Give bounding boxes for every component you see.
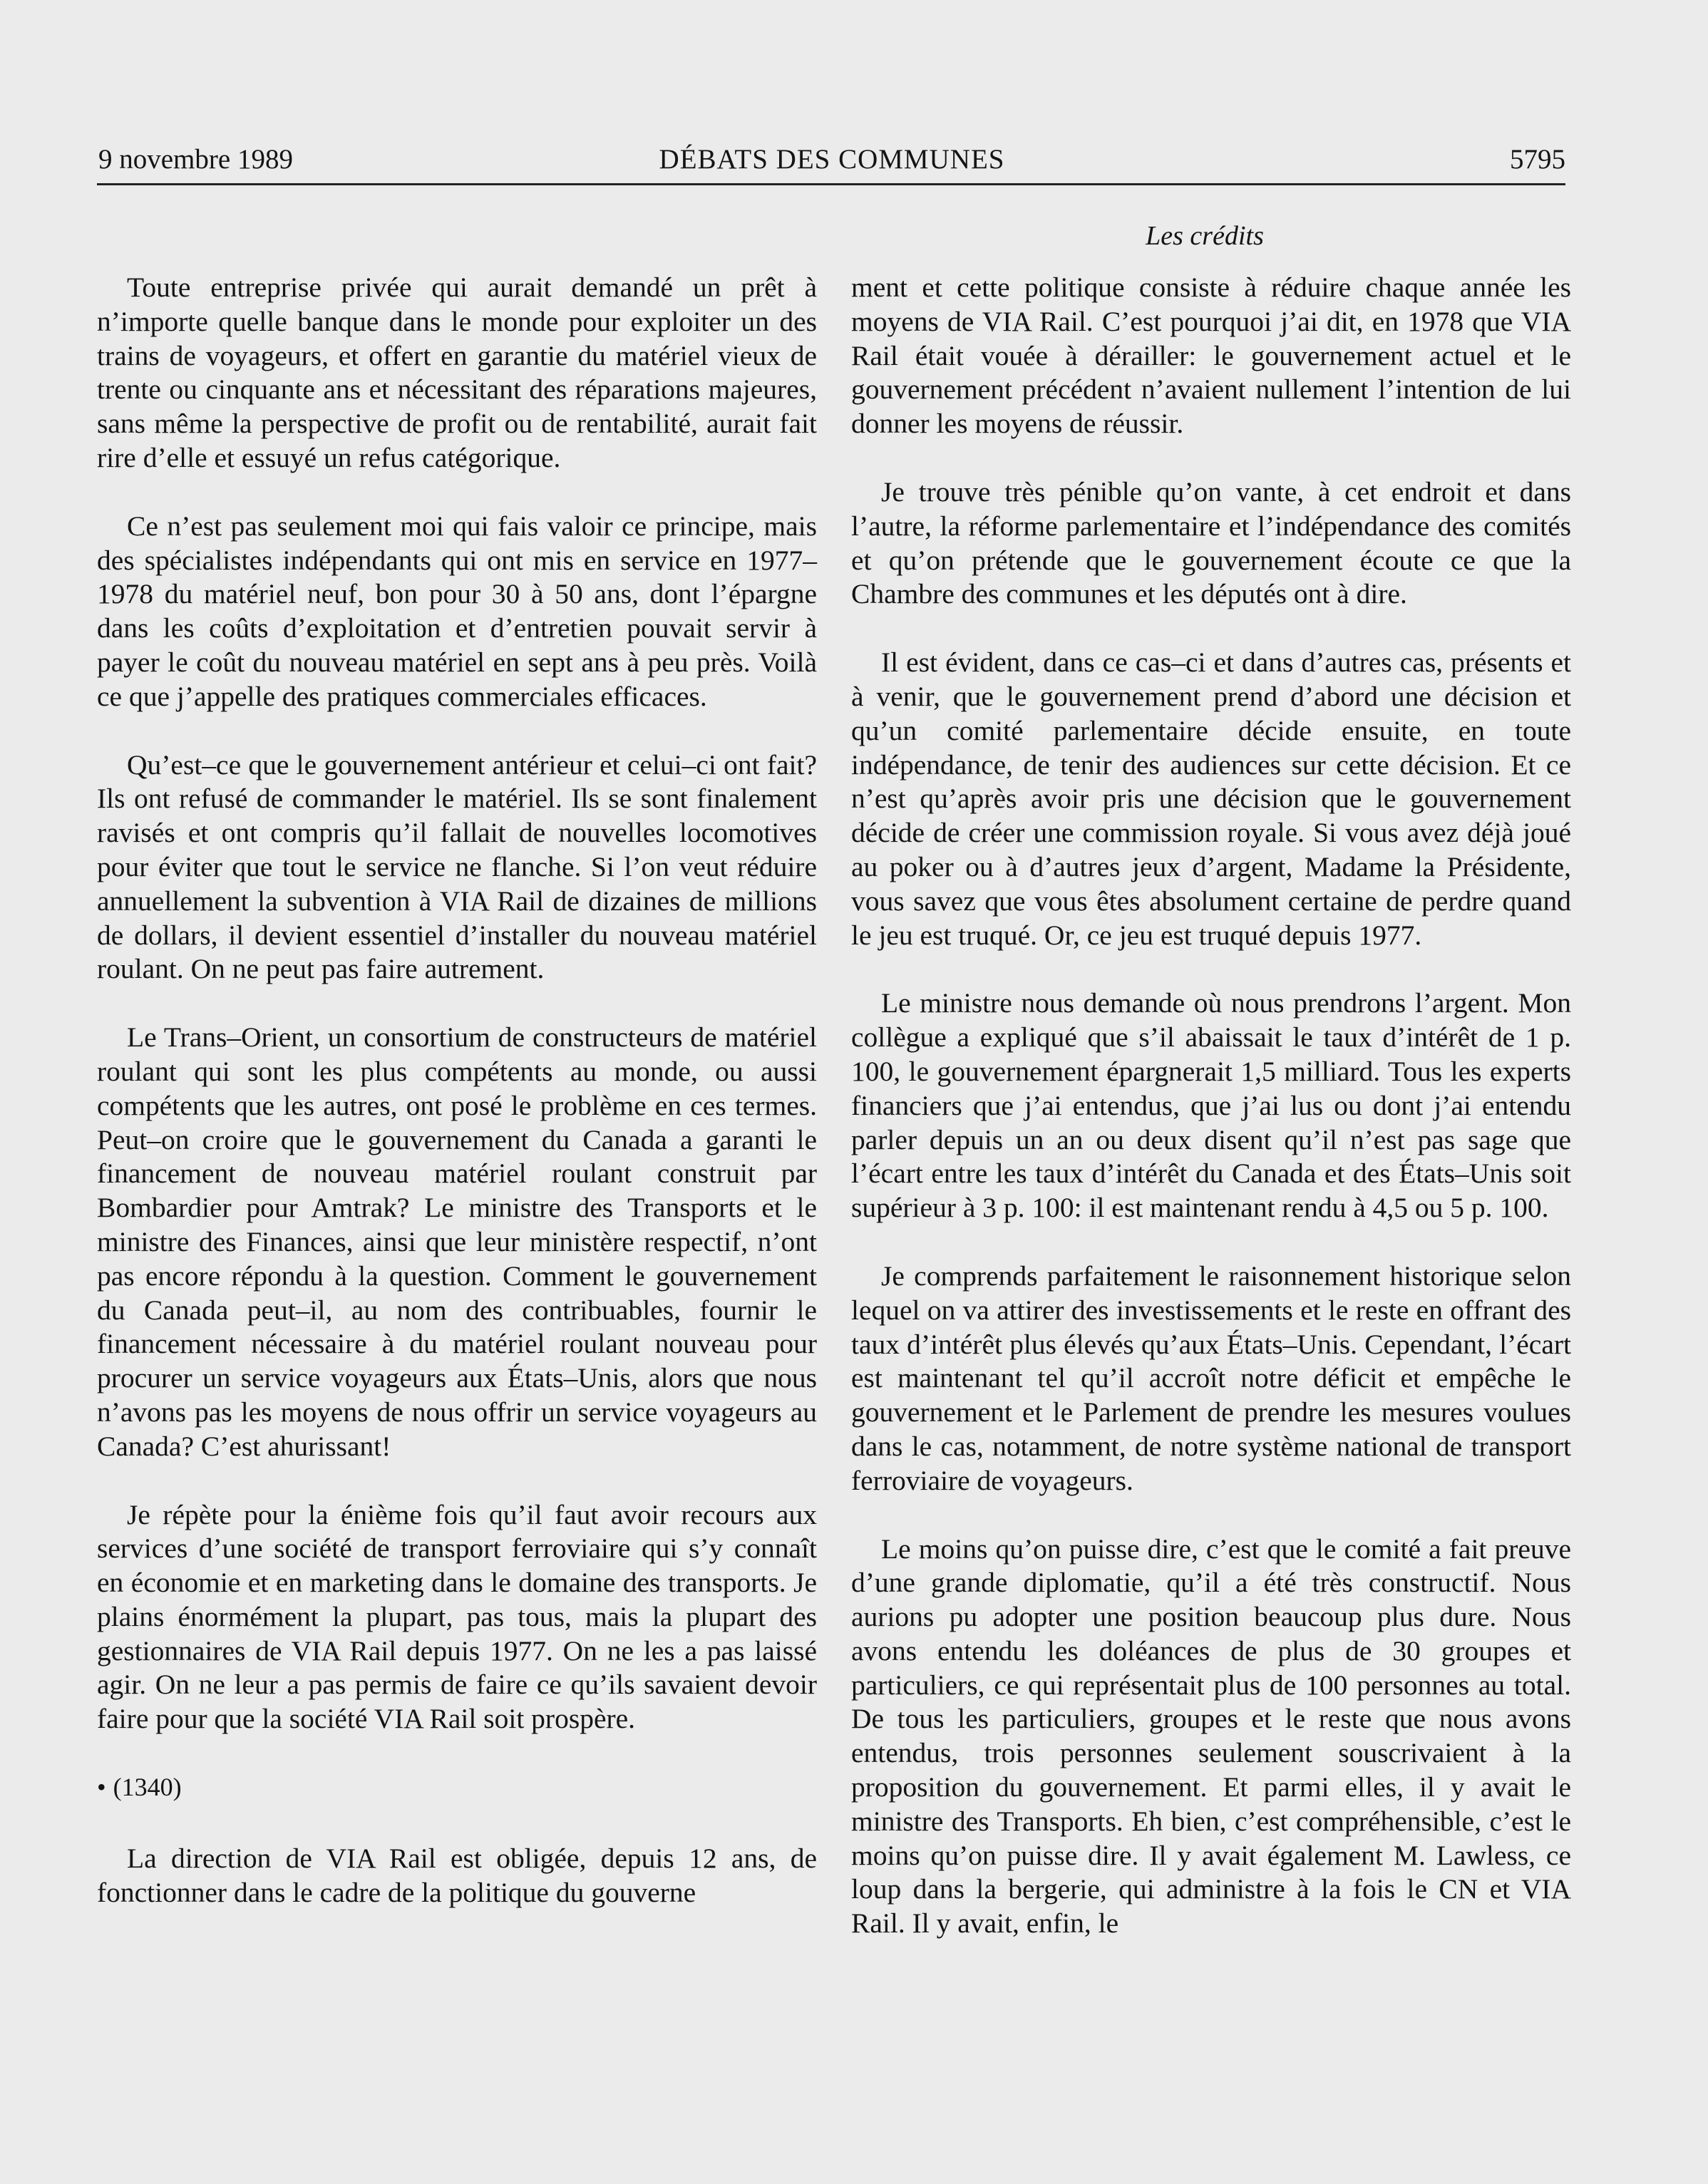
time-marker: [97, 1771, 817, 1805]
right-paragraph-4: Le ministre nous demande où nous prendrons l’argent. Mon collègue a expliqué que s’il abaissait le taux d’intérêt de 1 p. 100, le gouvernement épargnerait 1,5 milliard. Tous les experts financiers que j’ai entendus, que j’ai lus ou dont j’ai entendu parler depuis un an ou deux disent qu’il n’est pas sage que l’écart entre les taux d’intérêt du Canada et des États–Unis soit supérieur à 3 p. 100: il est maintenant rendu à 4,5 ou 5 p. 100.: [851, 987, 1571, 1224]
left-paragraph-5: Je répète pour la énième fois qu’il faut avoir recours aux services d’une société de transport ferroviaire qui s’y connaît en économie et en marketing dans le domaine des transports. Je plains énormément la plupart, pas tous, mais la plupart des gestionnaires de VIA Rail depuis 1977. On ne les a pas laissé agir. On ne leur a pas permis de faire ce qu’ils savaient devoir faire pour que la société VIA Rail soit prospère.: [97, 1498, 817, 1735]
right-paragraph-1: ment et cette politique consiste à réduire chaque année les moyens de VIA Rail. C’est pourquoi j’ai dit, en 1978 que VIA Rail était vouée à dérailler: le gouvernement actuel et le gouvernement précédent n’avaient nullement l’intention de lui donner les moyens de réussir.: [851, 272, 1571, 440]
header-title: DÉBATS DES COMMUNES: [659, 144, 1005, 175]
section-title: Les crédits: [1146, 221, 1264, 251]
left-paragraph-3: Qu’est–ce que le gouvernement antérieur et celui–ci ont fait? Ils ont refusé de commander le matériel. Ils se sont finalement ravisés et ont compris qu’il fallait de nouvelles locomotives pour éviter que tout le service ne flanche. Si l’on veut réduire annuellement la subvention à VIA Rail de dizaines de millions de dollars, il devient essentiel d’installer du nouveau matériel roulant. On ne peut pas faire autrement.: [97, 748, 817, 985]
left-paragraph-4: Le Trans–Orient, un consortium de constructeurs de matériel roulant qui sont les plus compétents au monde, ou aussi compétents que les autres, ont posé le problème en ces termes. Peut–on croire que le gouvernement du Canada a garanti le financement de nouveau matériel roulant construit par Bombardier pour Amtrak? Le ministre des Transports et le ministre des Finances, ainsi que leur ministère respectif, n’ont pas encore répondu à la question. Comment le gouvernement du Canada peut–il, au nom des contribuables, fournir le financement nécessaire à du matériel roulant nouveau pour procurer un service voyageurs aux États–Unis, alors que nous n’avons pas les moyens de nous offrir un service voyageurs au Canada? C’est ahurissant!: [97, 1021, 817, 1462]
left-paragraph-2: Ce n’est pas seulement moi qui fais valoir ce principe, mais des spécialistes indépendants qui ont mis en service en 1977–1978 du matériel neuf, bon pour 30 à 50 ans, dont l’épargne dans les coûts d’exploitation et d’entretien pouvait servir à payer le coût du nouveau matériel en sept ans à peu près. Voilà ce que j’appelle des pratiques commerciales efficaces.: [97, 510, 817, 712]
header-rule: [97, 183, 1565, 185]
left-column: [97, 271, 817, 1944]
time-marker-text: (1340): [113, 1773, 182, 1802]
right-column: [851, 271, 1571, 1975]
header-date: 9 novembre 1989: [98, 144, 293, 175]
left-paragraph-1: Toute entreprise privée qui aurait demandé un prêt à n’importe quelle banque dans le monde pour exploiter un des trains de voyageurs, et offert en garantie du matériel vieux de trente ou cinquante ans et nécessitant des réparations majeures, sans même la perspective de profit ou de rentabilité, aurait fait rire d’elle et essuyé un refus catégorique.: [97, 272, 817, 473]
right-paragraph-6: Le moins qu’on puisse dire, c’est que le comité a fait preuve d’une grande diplomatie, qu’il a été très constructif. Nous aurions pu adopter une position beaucoup plus dure. Nous avons entendu les doléances de plus de 30 groupes et particuliers, ce qui représentait plus de 100 personnes au total. De tous les particuliers, groupes et le reste que nous avons entendus, trois personnes seulement souscrivaient à la proposition du gouvernement. Et parmi elles, il y avait le ministre des Transports. Eh bien, c’est compréhensible, c’est le moins qu’on puisse dire. Il y avait également M. Lawless, ce loup dans la bergerie, qui administre à la fois le CN et VIA Rail. Il y avait, enfin, le: [851, 1533, 1571, 1940]
right-paragraph-5: Je comprends parfaitement le raisonnement historique selon lequel on va attirer des investissements et le reste en offrant des taux d’intérêt plus élevés qu’aux États–Unis. Cependant, l’écart est maintenant tel qu’il accroît notre déficit et empêche le gouvernement et le Parlement de prendre les mesures voulues dans le cas, notamment, de notre système national de transport ferroviaire de voyageurs.: [851, 1260, 1571, 1496]
page-header: [98, 140, 1565, 180]
left-paragraph-6: La direction de VIA Rail est obligée, depuis 12 ans, de fonctionner dans le cadre de la politique du gouverne: [97, 1842, 817, 1908]
right-paragraph-2: Je trouve très pénible qu’on vante, à cet endroit et dans l’autre, la réforme parlementaire et l’indépendance des comités et qu’on prétende que le gouvernement écoute ce que la Chambre des communes et les députés ont à dire.: [851, 475, 1571, 610]
right-paragraph-3: Il est évident, dans ce cas–ci et dans d’autres cas, présents et à venir, que le gouvernement prend d’abord une décision et qu’un comité parlementaire décide ensuite, en toute indépendance, de tenir des audiences sur cette décision. Et ce n’est qu’après avoir pris une décision que le gouvernement décide de créer une commission royale. Si vous avez déjà joué au poker ou à d’autres jeux d’argent, Madame la Présidente, vous savez que vous êtes absolument certaine de perdre quand le jeu est truqué. Or, ce jeu est truqué depuis 1977.: [851, 647, 1571, 951]
header-page-number: 5795: [1510, 144, 1565, 175]
bullet-icon: •: [97, 1773, 106, 1802]
